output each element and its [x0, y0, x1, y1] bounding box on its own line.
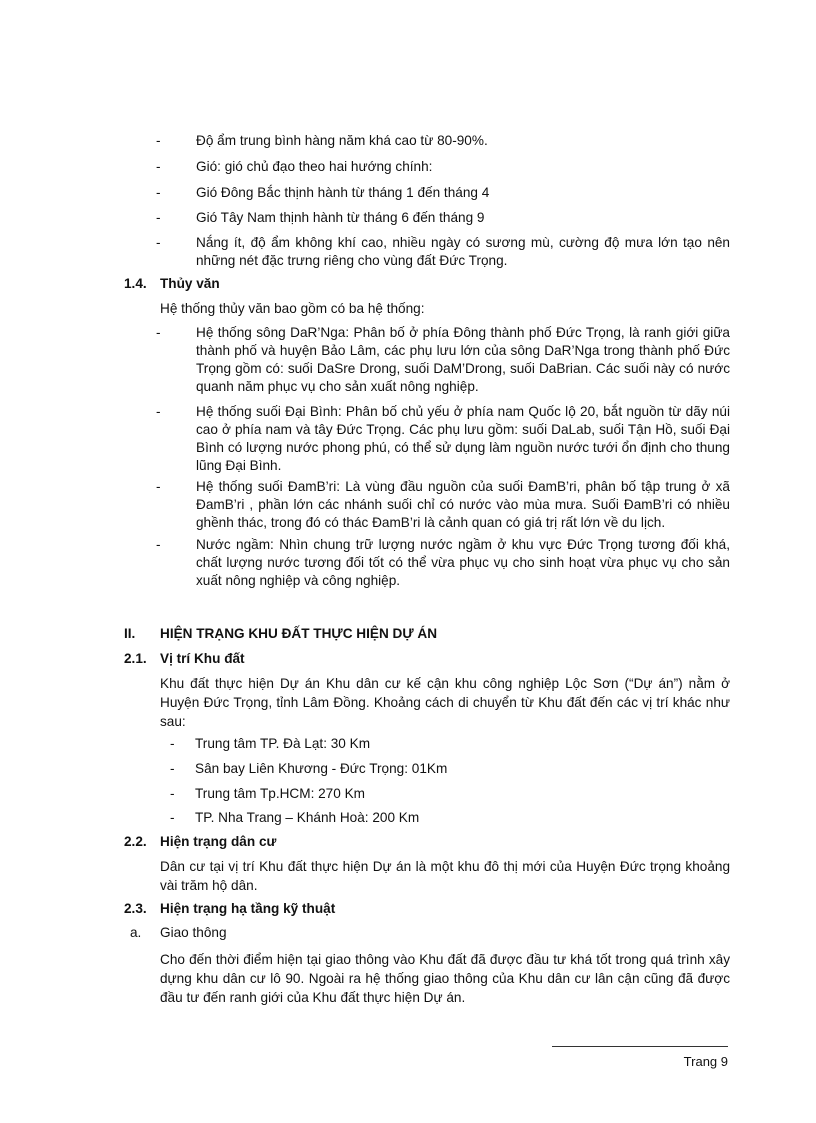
list-item-text: Gió Đông Bắc thịnh hành từ tháng 1 đến tháng 4	[196, 185, 490, 200]
list-item-text: Độ ẩm trung bình hàng năm khá cao từ 80-90%.	[196, 133, 488, 148]
bullet-dash: -	[156, 537, 161, 552]
list-item-text: Hệ thống suối ĐamB’ri: Là vùng đầu nguồn của suối ĐamB’ri, phân bố tập trung ở xã ĐamB’ri , phần lớn các nhánh suối chỉ có nước vào mùa mưa. Suối ĐamB’ri có nhiều ghềnh thác, trong đó có thác ĐamB’ri là cảnh quan có giá trị rất lớn về du lịch.	[196, 479, 730, 530]
page-number: Trang 9	[683, 1054, 728, 1069]
bullet-dash: -	[156, 133, 161, 148]
section-title: Hiện trạng hạ tầng kỹ thuật	[160, 901, 336, 916]
section-number: 2.3.	[124, 901, 147, 916]
list-item-text: Nước ngầm: Nhìn chung trữ lượng nước ngầm ở khu vực Đức Trọng tương đối khá, chất lượng nước tương đối tốt có thể vừa phục vụ cho sinh hoạt vừa phục vụ cho sản xuất nông nghiệp và công nghiệp.	[196, 537, 730, 588]
bullet-dash: -	[156, 185, 161, 200]
list-item-text: Hệ thống sông DaR’Nga: Phân bố ở phía Đông thành phố Đức Trọng, là ranh giới giữa thành phố và huyện Bảo Lâm, các phụ lưu lớn của sông DaR’Nga trong thành phố Đức Trọng gồm có: suối DaSre Drong, suối DaM’Drong, suối DaBrian. Các suối này có nước quanh năm phục vụ cho sản xuất nông nghiệp.	[196, 325, 730, 394]
section-title: Vị trí Khu đất	[160, 651, 245, 666]
bullet-dash: -	[170, 786, 175, 801]
bullet-dash: -	[170, 761, 175, 776]
bullet-dash: -	[156, 325, 161, 340]
list-item-text: TP. Nha Trang – Khánh Hoà: 200 Km	[195, 810, 420, 825]
bullet-dash: -	[156, 404, 161, 419]
section-paragraph: Cho đến thời điểm hiện tại giao thông vào Khu đất đã được đầu tư khá tốt trong quá trình xây dựng khu dân cư lô 90. Ngoài ra hệ thống giao thông của Khu dân cư lân cận cũng đã được đầu tư đến ranh giới của Khu đất thực hiện Dự án.	[160, 952, 730, 1005]
section-intro: Hệ thống thủy văn bao gồm có ba hệ thống:	[160, 301, 425, 316]
section-paragraph: Khu đất thực hiện Dự án Khu dân cư kế cận khu công nghiệp Lộc Sơn (“Dự án”) nằm ở Huyện Đức Trọng, tỉnh Lâm Đồng. Khoảng cách di chuyển từ Khu đất đến các vị trí khác như sau:	[160, 676, 730, 729]
list-item-text: Nắng ít, độ ẩm không khí cao, nhiều ngày có sương mù, cường độ mưa lớn tạo nên những nét đặc trưng riêng cho vùng đất Đức Trọng.	[196, 235, 730, 268]
bullet-dash: -	[156, 159, 161, 174]
chapter-number: II.	[124, 626, 136, 641]
list-item-text: Trung tâm Tp.HCM: 270 Km	[195, 786, 365, 801]
list-item-text: Gió: gió chủ đạo theo hai hướng chính:	[196, 159, 433, 174]
footer-rule	[552, 1046, 728, 1047]
section-title: Thủy văn	[160, 276, 220, 291]
bullet-dash: -	[156, 210, 161, 225]
bullet-dash: -	[170, 736, 175, 751]
chapter-title: HIỆN TRẠNG KHU ĐẤT THỰC HIỆN DỰ ÁN	[160, 626, 438, 641]
bullet-dash: -	[156, 235, 161, 250]
bullet-dash: -	[156, 479, 161, 494]
list-item-text: Trung tâm TP. Đà Lạt: 30 Km	[195, 736, 371, 751]
subsection-title: Giao thông	[160, 925, 227, 940]
list-item-text: Sân bay Liên Khương - Đức Trọng: 01Km	[195, 761, 448, 776]
list-item-text: Gió Tây Nam thịnh hành từ tháng 6 đến tháng 9	[196, 210, 485, 225]
list-item-text: Hệ thống suối Đại Bình: Phân bố chủ yếu ở phía nam Quốc lộ 20, bắt nguồn từ dãy núi cao ở phía nam và tây Đức Trọng. Các phụ lưu gồm: suối DaLab, suối Tận Hồ, suối Đại Bình có lượng nước phong phú, có thể sử dụng làm nguồn nước tưới ổn định cho thung lũng Đại Bình.	[196, 404, 730, 473]
section-paragraph: Dân cư tại vị trí Khu đất thực hiện Dự án là một khu đô thị mới của Huyện Đức trọng khoảng vài trăm hộ dân.	[160, 859, 730, 893]
bullet-dash: -	[170, 810, 175, 825]
section-number: 2.1.	[124, 651, 147, 666]
section-number: 2.2.	[124, 834, 147, 849]
subsection-number: a.	[130, 925, 142, 940]
section-number: 1.4.	[124, 276, 147, 291]
section-title: Hiện trạng dân cư	[160, 834, 277, 849]
